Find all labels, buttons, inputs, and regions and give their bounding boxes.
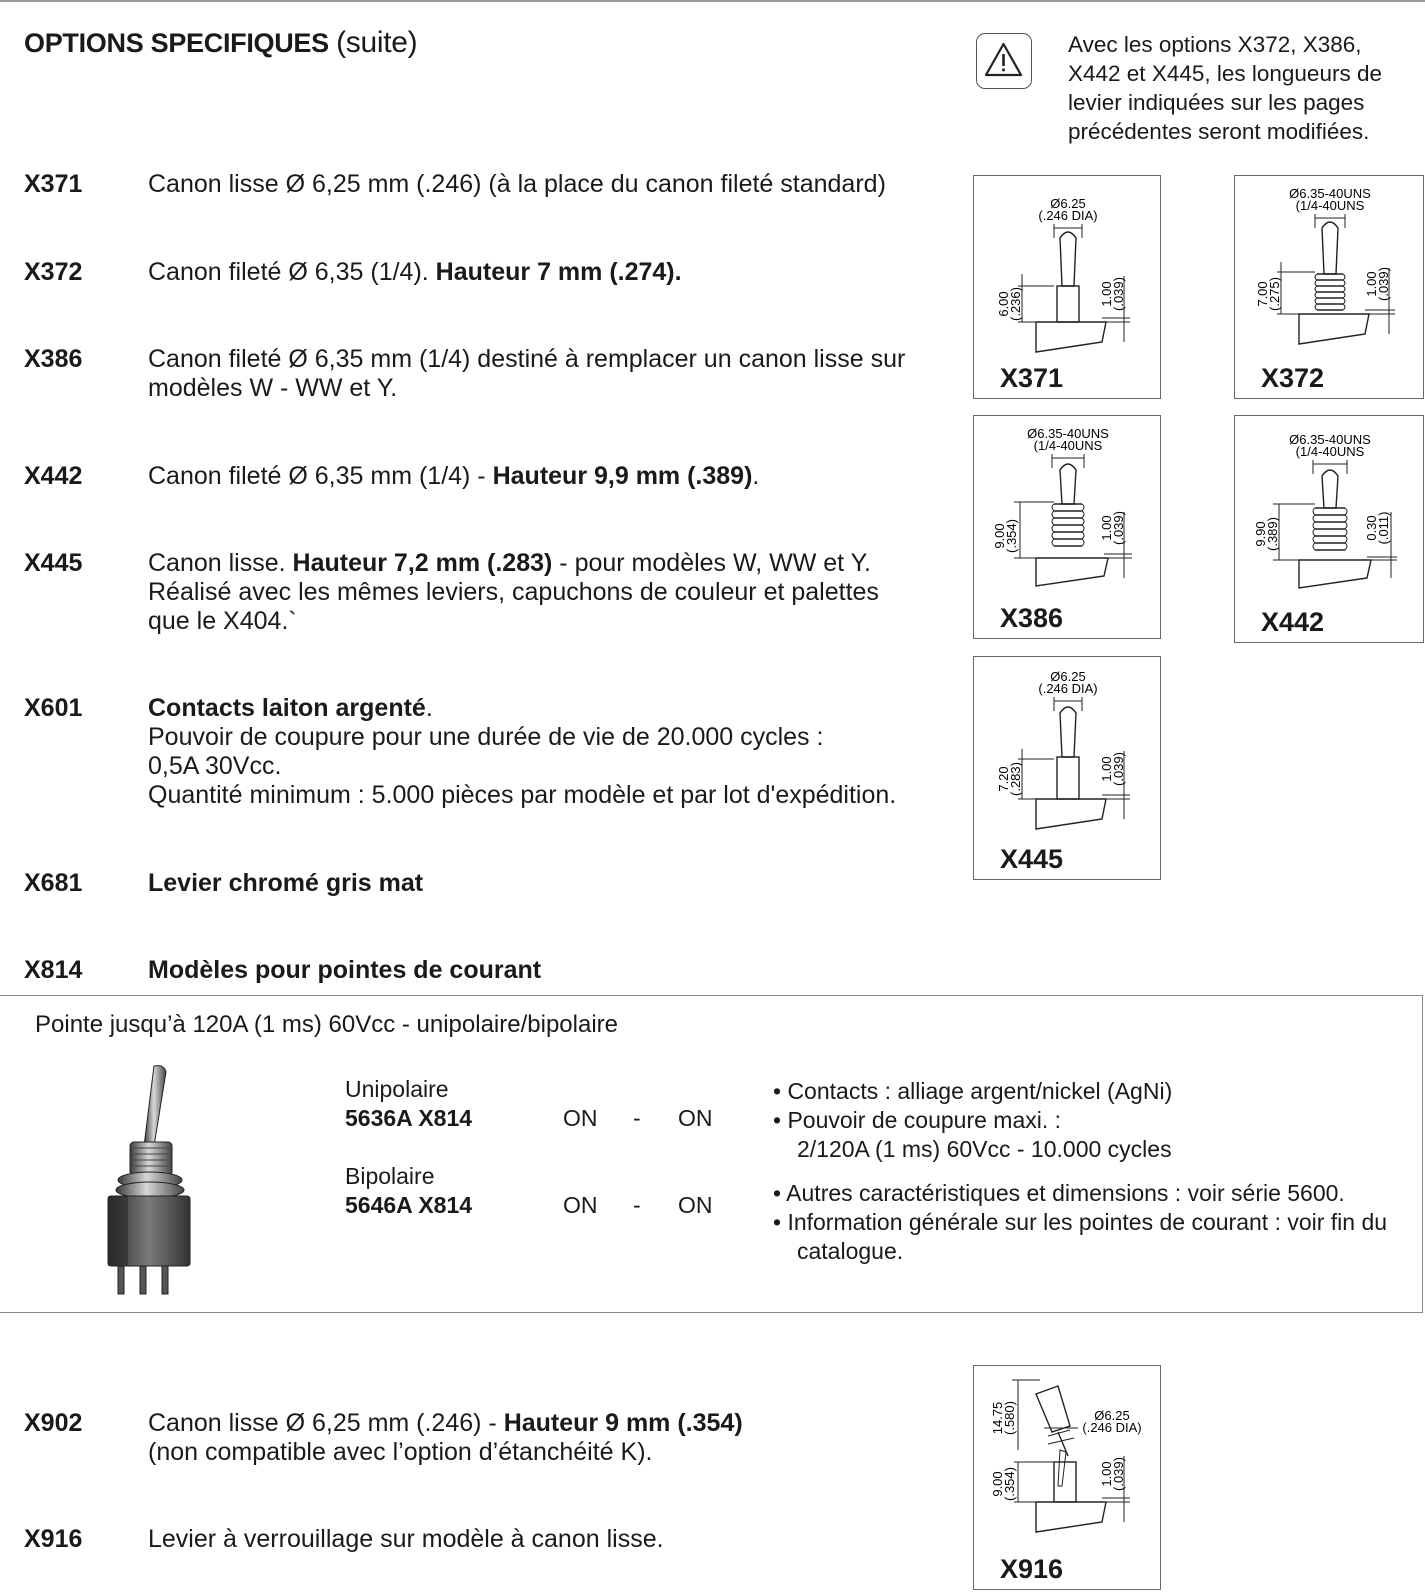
toggle-switch-photo <box>90 1062 200 1302</box>
row-ref: 5646A X814 <box>345 1192 473 1218</box>
option-code: X681 <box>24 869 83 897</box>
row-type: Bipolaire <box>345 1163 435 1189</box>
svg-text:(.039): (.039) <box>1111 511 1126 545</box>
warning-note: Avec les options X372, X386, X442 et X445, les longueurs de levier indiquées sur les pages précédentes seront modifiées. <box>1068 32 1382 144</box>
svg-text:1.00: 1.00 <box>1099 281 1114 307</box>
svg-text:(.246 DIA): (.246 DIA) <box>1038 681 1098 696</box>
svg-text:Ø6.25: Ø6.25 <box>1094 1408 1130 1423</box>
svg-text:(.354): (.354) <box>1004 519 1019 553</box>
svg-text:1.00: 1.00 <box>1099 1461 1114 1487</box>
option-description: Canon lisse. Hauteur 7,2 mm (.283) - pour modèles W, WW et Y. Réalisé avec les mêmes leviers, capuchons de couleur et palettes que le X404.` <box>148 549 879 635</box>
bullet-item: 2/120A (1 ms) 60Vcc - 10.000 cycles <box>797 1136 1172 1162</box>
svg-text:(.354): (.354) <box>1002 1467 1017 1501</box>
svg-text:(.039): (.039) <box>1111 752 1126 786</box>
option-description: Levier à verrouillage sur modèle à canon lisse. <box>148 1525 664 1553</box>
svg-text:(.236): (.236) <box>1008 287 1023 321</box>
diagram-x916 <box>973 1365 1161 1590</box>
row-pos1: ON <box>563 1105 598 1131</box>
row-type: Unipolaire <box>345 1076 449 1102</box>
option-code: X445 <box>24 549 83 577</box>
svg-text:(1/4-40UNS: (1/4-40UNS <box>1033 438 1103 453</box>
warning-triangle-icon <box>976 33 1032 89</box>
option-code: X372 <box>24 258 83 286</box>
svg-text:(1/4-40UNS: (1/4-40UNS <box>1295 198 1365 213</box>
option-code: X371 <box>24 170 83 198</box>
svg-text:1.00: 1.00 <box>1099 756 1114 782</box>
option-code: X442 <box>24 462 83 490</box>
svg-text:(.283): (.283) <box>1008 762 1023 796</box>
svg-text:1.00: 1.00 <box>1364 271 1379 297</box>
diagram-x445 <box>973 656 1161 880</box>
svg-text:1.00: 1.00 <box>1099 515 1114 541</box>
diagram-label: X371 <box>1000 363 1064 393</box>
diagram-label: X386 <box>1000 603 1064 633</box>
diagram-label: X445 <box>1000 844 1064 874</box>
svg-text:(.039): (.039) <box>1376 267 1391 301</box>
bullet-item: • Autres caractéristiques et dimensions : voir série 5600. <box>773 1180 1345 1206</box>
option-description: Levier chromé gris mat <box>148 869 424 897</box>
row-sep: - <box>633 1192 641 1218</box>
svg-text:(1/4-40UNS: (1/4-40UNS <box>1295 444 1365 459</box>
option-code: X916 <box>24 1525 83 1553</box>
svg-text:(.039): (.039) <box>1111 277 1126 311</box>
svg-text:(.011): (.011) <box>1376 511 1391 545</box>
svg-text:Ø6.35-40UNS: Ø6.35-40UNS <box>1289 432 1371 447</box>
option-description: Canon fileté Ø 6,35 mm (1/4) - Hauteur 9,9 mm (.389). <box>148 462 760 490</box>
diagram-label: X916 <box>1000 1554 1064 1584</box>
option-code: X601 <box>24 694 83 722</box>
option-description: Canon fileté Ø 6,35 mm (1/4) destiné à remplacer un canon lisse sur modèles W - WW et Y. <box>148 345 906 402</box>
bullet-item: catalogue. <box>797 1238 904 1264</box>
svg-text:14.75: 14.75 <box>990 1401 1005 1435</box>
svg-text:9.00: 9.00 <box>990 1471 1005 1497</box>
option-description: Contacts laiton argenté. Pouvoir de coupure pour une durée de vie de 20.000 cycles : 0,5A 30Vcc. Quantité minimum : 5.000 pièces par modèle et par lot d'expédition. <box>148 694 897 809</box>
option-code: X814 <box>24 956 83 984</box>
diagram-x386 <box>973 415 1161 639</box>
row-pos1: ON <box>563 1192 598 1218</box>
option-code: X386 <box>24 345 83 373</box>
option-description: Canon fileté Ø 6,35 (1/4). Hauteur 7 mm (.274). <box>148 258 682 286</box>
svg-text:7.20: 7.20 <box>996 766 1011 792</box>
row-pos2: ON <box>678 1105 713 1131</box>
top-rule <box>0 0 1425 2</box>
bullet-item: • Contacts : alliage argent/nickel (AgNi) <box>773 1078 1173 1104</box>
svg-text:(.275): (.275) <box>1267 277 1282 311</box>
option-code: X902 <box>24 1409 83 1437</box>
svg-text:7.00: 7.00 <box>1255 281 1270 307</box>
page-title: OPTIONS SPECIFIQUES (suite) <box>24 26 418 59</box>
svg-text:0.30: 0.30 <box>1364 515 1379 541</box>
option-description: Canon lisse Ø 6,25 mm (.246) (à la place du canon fileté standard) <box>148 170 886 198</box>
svg-text:Ø6.25: Ø6.25 <box>1050 196 1086 211</box>
bullet-item: • Pouvoir de coupure maxi. : <box>773 1107 1062 1133</box>
svg-text:(.580): (.580) <box>1002 1401 1017 1435</box>
diagram-x372 <box>1234 175 1424 399</box>
svg-text:(.039): (.039) <box>1111 1457 1126 1491</box>
svg-text:Ø6.35-40UNS: Ø6.35-40UNS <box>1289 186 1371 201</box>
row-pos2: ON <box>678 1192 713 1218</box>
svg-text:(.246 DIA): (.246 DIA) <box>1082 1420 1142 1435</box>
diagram-label: X442 <box>1261 607 1325 637</box>
diagram-x371 <box>973 175 1161 399</box>
diagram-label: X372 <box>1261 363 1325 393</box>
option-description: Canon lisse Ø 6,25 mm (.246) - Hauteur 9 mm (.354) (non compatible avec l’option d’étanchéité K). <box>148 1409 743 1466</box>
svg-text:Ø6.25: Ø6.25 <box>1050 669 1086 684</box>
bullet-item: • Information générale sur les pointes de courant : voir fin du <box>773 1209 1388 1235</box>
peak-rating: Pointe jusqu’à 120A (1 ms) 60Vcc - unipolaire/bipolaire <box>35 1011 618 1038</box>
diagram-x442 <box>1234 415 1424 643</box>
svg-text:9.00: 9.00 <box>992 523 1007 549</box>
svg-text:(.389): (.389) <box>1265 517 1280 551</box>
svg-text:Ø6.35-40UNS: Ø6.35-40UNS <box>1027 426 1109 441</box>
svg-text:(.246 DIA): (.246 DIA) <box>1038 208 1098 223</box>
row-sep: - <box>633 1105 641 1131</box>
svg-text:6.00: 6.00 <box>996 291 1011 317</box>
option-description: Modèles pour pointes de courant <box>148 956 542 984</box>
row-ref: 5636A X814 <box>345 1105 473 1131</box>
svg-text:9.90: 9.90 <box>1253 521 1268 547</box>
